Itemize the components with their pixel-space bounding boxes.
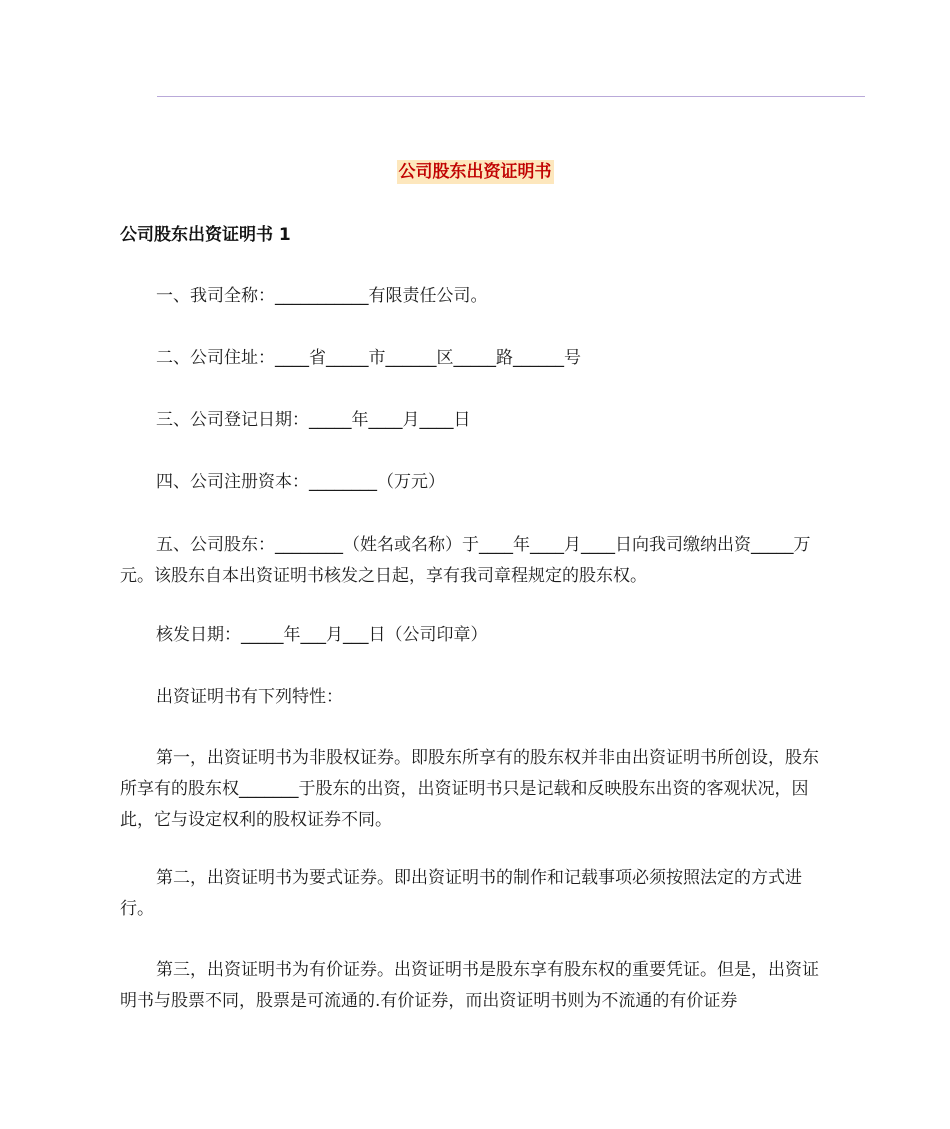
paragraph-shareholder: 五、公司股东：________（姓名或名称）于____年____月____日向我司缴纳出资_____万元。该股东自本出资证明书核发之日起，享有我司章程规定的股东权。 (120, 535, 811, 586)
paragraph-characteristics-intro: 出资证明书有下列特性： (156, 687, 343, 707)
header-rule (157, 96, 865, 97)
paragraph-company-name: 一、我司全称：___________有限责任公司。 (156, 286, 488, 306)
document-title: 公司股东出资证明书 (398, 162, 552, 182)
section-heading: 公司股东出资证明书 1 (120, 225, 291, 245)
paragraph-registered-capital: 四、公司注册资本：________（万元） (156, 472, 445, 492)
paragraph-characteristic-1: 第一，出资证明书为非股权证券。即股东所享有的股东权并非由出资证明书所创设，股东所享有的股东权_______于股东的出资，出资证明书只是记载和反映股东出资的客观状况，因此，它与设定权利的股权证券不同。 (120, 748, 819, 830)
paragraph-registration-date: 三、公司登记日期：_____年____月____日 (156, 410, 471, 430)
paragraph-characteristic-2: 第二，出资证明书为要式证券。即出资证明书的制作和记载事项必须按照法定的方式进行。 (120, 868, 802, 919)
paragraph-characteristic-3: 第三，出资证明书为有价证券。出资证明书是股东享有股东权的重要凭证。但是，出资证明书与股票不同，股票是可流通的.有价证券，而出资证明书则为不流通的有价证券 (120, 960, 819, 1011)
paragraph-issue-date: 核发日期：_____年___月___日（公司印章） (156, 625, 488, 645)
document-title-container (0, 160, 950, 184)
paragraph-company-address: 二、公司住址：____省_____市______区_____路______号 (156, 348, 581, 368)
